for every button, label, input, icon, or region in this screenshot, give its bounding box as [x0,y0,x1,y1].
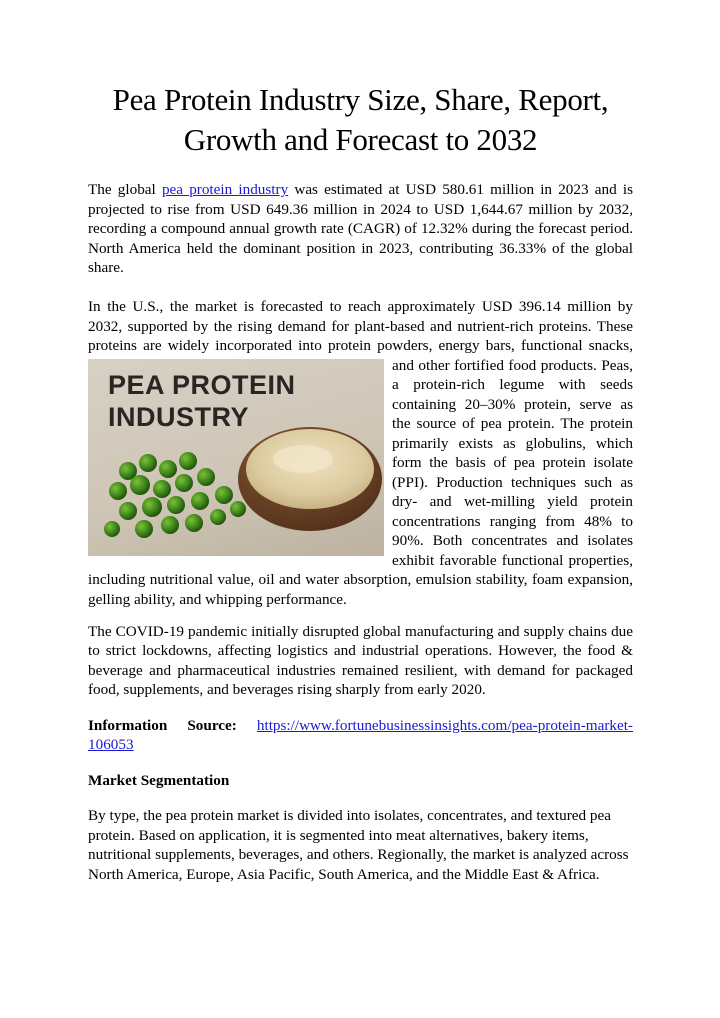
pea-protein-industry-link[interactable]: pea protein industry [161,181,289,198]
source-link[interactable]: https://www.fortunebusinessinsights.com/pea-protein-market-106053 [88,716,633,753]
document-title: Pea Protein Industry Size, Share, Report, Growth and Forecast to 2032 [112,82,609,157]
intro-paragraph [88,180,633,278]
segmentation-heading: Market Segmentation [88,771,230,789]
information-source [88,716,633,755]
us-market-text-a: In the U.S., the market is forecasted to reach approximately USD 396.14 million by 2032, supported by the rising demand for plant-based and nutrient-rich proteins. These proteins are widely incorporated into protein powders, energy [88,298,633,354]
us-market-text-b: bars, functional snacks, and other fortified food products. Peas, a protein-rich legume with seeds containing 20–30% protein, serve as the source of pea protein. The protein primarily exists as globulins, which form the basis of pea protein isolate (PPI). Production techniques such as dry- and wet-milling yield protein concentrations ranging from 48% to 90%. Both concentrates and isolates exhibit favorable functional properties, including nutritional value, oil and water absorption, emulsion stability, foam expansion, gelling ability, and whipping performance. [88,337,634,608]
covid-paragraph: The COVID-19 pandemic initially disrupted global manufacturing and supply chains due to strict lockdowns, affecting logistics and industrial operations. However, the food & beverage and pharmaceutical industries remained resilient, with demand for packaged food, supplements, and beverages rising sharply from early 2020. [88,622,633,698]
pea-protein-image [88,359,384,556]
intro-text-end: was estimated at USD 580.61 million in 2023 and is projected to rise from USD 649.36 million in 2024 to USD 1,644.67 million by 2032, recording a compound annual growth rate (CAGR) of 12.32% during the forecast period. North America held the dominant position in 2023, contributing 36.33% of the global share. [88,181,633,276]
source-label: Information Source: [88,716,237,734]
segmentation-paragraph: By type, the pea protein market is divided into isolates, concentrates, and textured pea protein. Based on application, it is segmented into meat alternatives, bakery items, nutritional supplements, beverages, and others. Regionally, the market is analyzed across North America, Europe, Asia Pacific, South America, and the Middle East & Africa. [88,807,629,883]
image-title: PEA PROTEIN INDUSTRY [108,369,296,432]
us-market-paragraph [88,297,633,609]
intro-text-start: The global [88,181,162,198]
us-market-block [88,297,633,609]
